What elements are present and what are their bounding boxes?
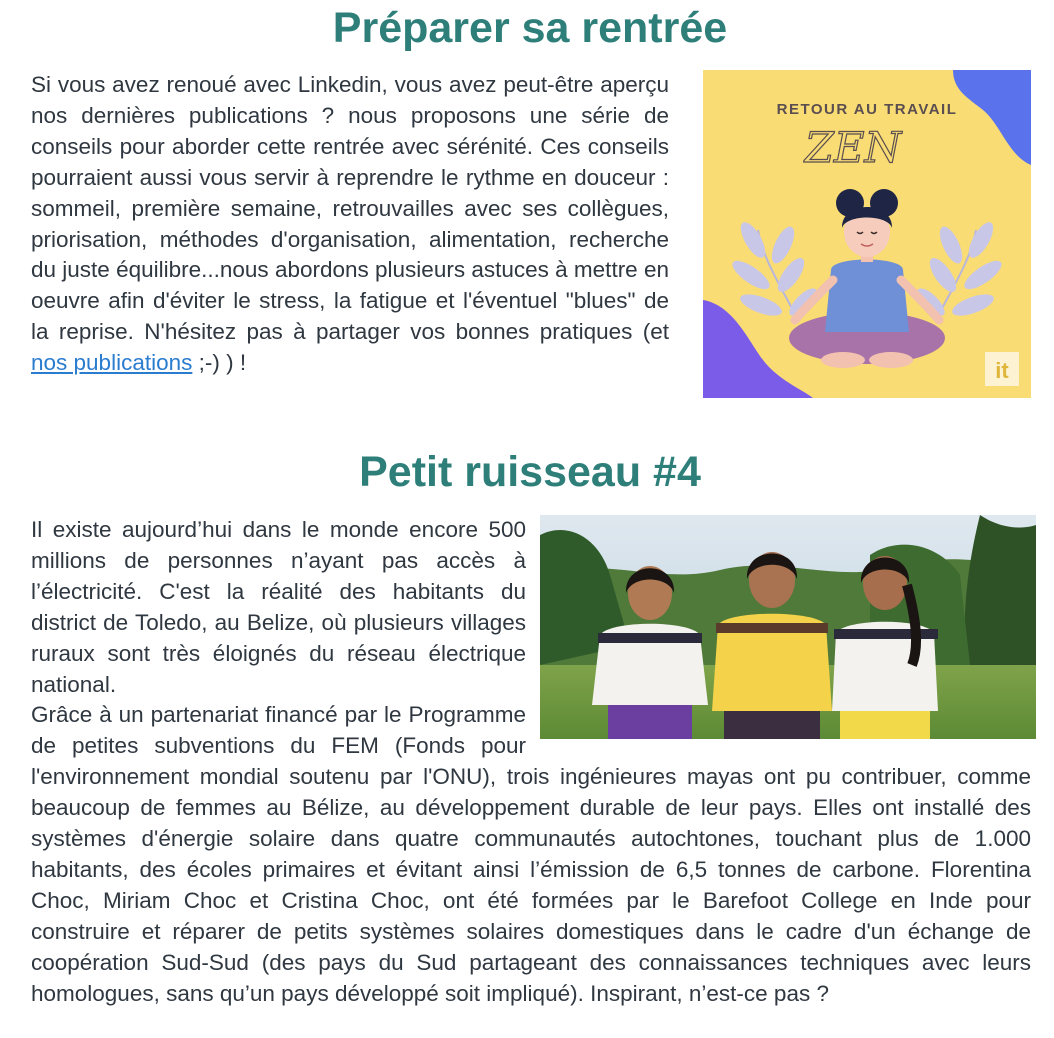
three-women-photo-illustration <box>540 515 1036 739</box>
mayan-engineers-photo <box>540 515 1036 739</box>
rentree-text-before-link: Si vous avez renoué avec Linkedin, vous avez peut-être aperçu nos dernières publications ? nous proposons une série de conseils pour aborder cette rentrée avec sérénité. Ces conseils pourraient aussi vous servir à reprendre le rythme en douceur : sommeil, première semaine, retrouvailles avec ses collègues, priorisation, méthodes d'organisation, alimentation, recherche du juste équilibre...nous abordons plusieurs astuces à mettre en oeuvre afin d'éviter le stress, la fatigue et l'éventuel "blues" de la reprise. N'hésitez pas à partager vos bonnes pratiques (et <box>31 72 669 345</box>
section-petit-ruisseau <box>31 515 1031 1010</box>
retour-au-travail-zen-illustration <box>703 70 1031 398</box>
illustration-zen-script: ZEN <box>804 123 902 172</box>
section-rentree <box>31 70 1031 408</box>
shirt <box>825 260 909 333</box>
ruisseau-paragraph-1: Il existe aujourd’hui dans le monde encore 500 millions de personnes n’ayant pas accès à l’électricité. C'est la réalité des habitants du district de Toledo, au Belize, où plusieurs villages ruraux sont très éloignés du réseau électrique national. <box>31 517 526 697</box>
ruisseau-paragraph-2: Grâce à un partenariat financé par le Programme de petites subventions du FEM (Fonds pour l'environnement mondial soutenu par l'ONU), trois ingénieures mayas ont pu contribuer, comme beaucoup de femmes au Bélize, au développement durable de leur pays. Elles ont installé des systèmes d'énergie solaire dans quatre communautés autochtones, touchant plus de 1.000 habitants, des écoles primaires et évitant ainsi l’émission de 6,5 tonnes de carbone. Florentina Choc, Miriam Choc et Cristina Choc, ont été formées par le Barefoot College en Inde pour construire et réparer de petits systèmes solaires domestiques dans le cadre d'un échange de coopération Sud-Sud (des pays du Sud partageant des connaissances techniques avec leurs homologues, sans qu’un pays développé soit impliqué). Inspirant, n’est-ce pas ? <box>31 702 1031 1006</box>
section-title-rentree: Préparer sa rentrée <box>332 4 728 52</box>
nos-publications-link[interactable]: nos publications <box>31 350 193 376</box>
section-title-petit-ruisseau: Petit ruisseau #4 <box>359 448 701 496</box>
rentree-text-after-link: ;-) ) ! <box>192 350 247 376</box>
it-logo-icon: it <box>995 358 1009 383</box>
zen-meditation-illustration <box>703 70 1031 398</box>
illustration-heading: RETOUR AU TRAVAIL <box>776 101 958 118</box>
